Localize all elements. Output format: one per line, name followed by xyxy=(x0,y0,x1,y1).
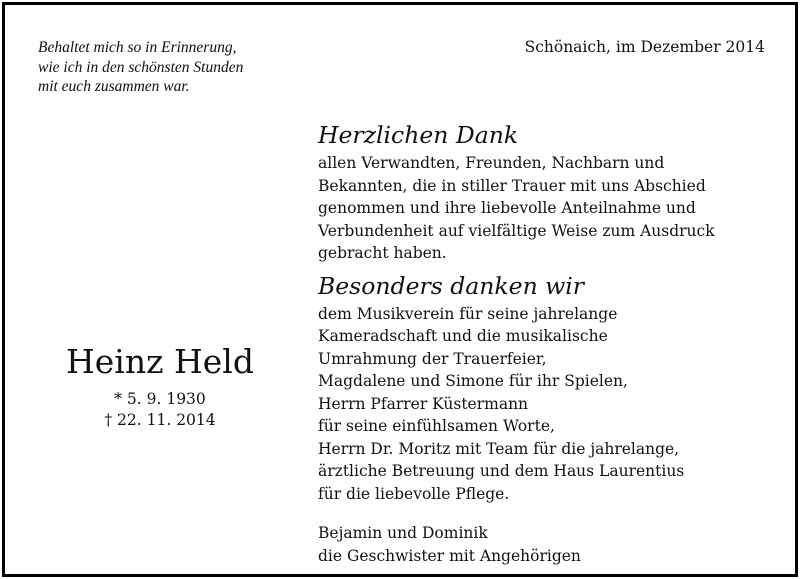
thanks-paragraph xyxy=(318,152,788,265)
special-thanks-paragraph xyxy=(318,303,788,506)
quote-line: wie ich in den schönsten Stunden xyxy=(38,58,244,76)
signature-line: die Geschwister mit Angehörigen xyxy=(318,546,581,565)
text-line: Verbundenheit auf vielfältige Weise zum Ausdruck xyxy=(318,221,715,240)
text-line: allen Verwandten, Freunden, Nachbarn und xyxy=(318,154,665,172)
life-dates xyxy=(25,389,295,431)
signature-line: Bejamin und Dominik xyxy=(318,524,488,542)
text-line: dem Musikverein für seine jahrelange xyxy=(318,304,618,323)
text-line: gebracht haben. xyxy=(318,244,447,262)
deceased-block xyxy=(25,341,295,431)
quote-line: Behaltet mich so in Erinnerung, xyxy=(38,39,237,56)
text-line: Bekannten, die in stiller Trauer mit uns Abschied xyxy=(318,176,706,195)
text-line: Herrn Pfarrer Küstermann xyxy=(318,394,529,413)
quote-line: mit euch zusammen war. xyxy=(38,78,190,95)
thanks-heading: Herzlichen Dank xyxy=(318,121,519,149)
text-line: Umrahmung der Trauerfeier, xyxy=(318,349,547,368)
text-line: für seine einfühlsamen Worte, xyxy=(318,417,555,435)
signature xyxy=(318,522,788,567)
deceased-name: Heinz Held xyxy=(66,342,254,381)
place-date: Schönaich, im Dezember 2014 xyxy=(524,38,765,56)
memorial-quote xyxy=(38,38,308,97)
thanks-section xyxy=(318,118,788,567)
obituary-frame xyxy=(2,2,798,577)
birth-date: * 5. 9. 1930 xyxy=(114,390,206,408)
spacer xyxy=(318,505,788,522)
text-line: ärztliche Betreuung und dem Haus Laurentius xyxy=(318,462,685,480)
text-line: Kameradschaft und die musikalische xyxy=(318,327,608,345)
special-thanks-heading: Besonders danken wir xyxy=(318,271,585,300)
text-line: Magdalene und Simone für ihr Spielen, xyxy=(318,372,628,390)
text-line: genommen und ihre liebevolle Anteilnahme und xyxy=(318,199,696,217)
text-line: für die liebevolle Pflege. xyxy=(318,484,510,503)
text-line: Herrn Dr. Moritz mit Team für die jahrelange, xyxy=(318,439,680,458)
death-date: † 22. 11. 2014 xyxy=(104,411,216,429)
